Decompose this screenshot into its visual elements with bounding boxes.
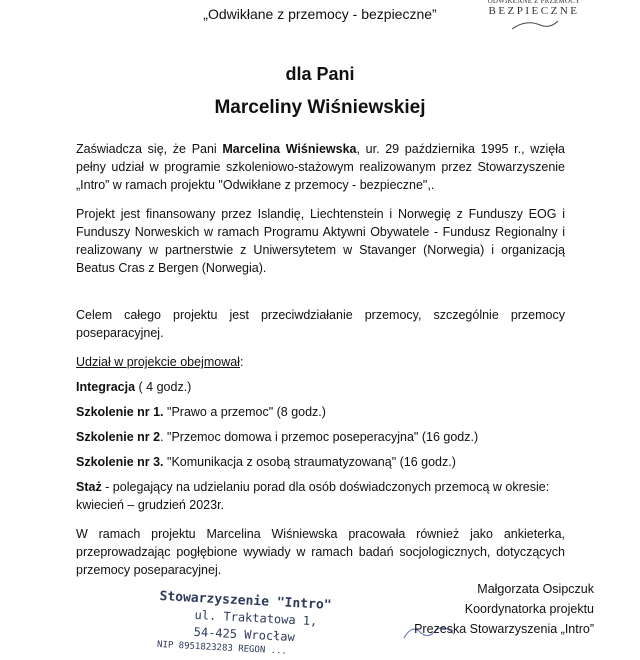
item-detail: ( 4 godz.)	[135, 380, 192, 394]
participation-heading-text: Udział w projekcie obejmował	[76, 355, 240, 369]
participation-heading	[76, 353, 565, 371]
recipient-line1: dla Pani	[285, 64, 355, 84]
item-label: Szkolenie nr 3.	[76, 455, 164, 469]
item-integration	[76, 378, 565, 396]
item-label: Szkolenie nr 2	[76, 430, 161, 444]
internship-label: Staż	[76, 480, 102, 494]
participation-colon: :	[239, 355, 244, 369]
signatory-name: Małgorzata Osipczuk	[477, 582, 594, 596]
organization-stamp	[157, 588, 340, 657]
project-logo	[484, 0, 584, 31]
stamp-line1: Stowarzyszenie "Intro"	[159, 588, 332, 613]
signature-block	[394, 579, 594, 639]
financing-paragraph: Projekt jest finansowany przez Islandię, Liechtenstein i Norwegię z Funduszy EOG i Funduszy Norweskich w ramach Programu Aktywni Obywatele - Fundusz Regionalny i realizowany w partnerstwie z Uniwersytetem w Stavanger (Norwegia) i organizacją Beatus Cras z Bergen (Norwegia).	[76, 207, 565, 275]
item-training-2	[76, 428, 565, 446]
item-label: Integracja	[76, 380, 136, 394]
stamp-line2: ul. Traktatowa 1,	[194, 607, 318, 629]
stamp-line4: NIP 8951823283 REGON ...	[156, 639, 288, 657]
logo-line1: ODWIKŁANE Z PRZEMOCY	[487, 0, 581, 5]
signatory-role: Koordynatorka projektu	[464, 602, 594, 616]
item-detail: "Komunikacja z osobą straumatyzowaną" (16 godz.)	[163, 455, 456, 469]
intro-text-2: , ur. 29 października 1995 r., wzięła pełny udział w programie szkoleniowo-stażowym realizowanym przez Stowarzyszenie „Intro” w ramach projektu "Odwikłane z przemocy - bezpieczne",.	[76, 142, 565, 192]
intro-paragraph	[76, 140, 565, 194]
header-title: „Odwikłane z przemocy - bezpieczne”	[203, 6, 437, 22]
item-training-1	[76, 403, 565, 421]
logo-swoosh-icon	[504, 17, 564, 31]
logo-line2: BEZPIECZNE	[488, 5, 580, 17]
internship-detail: - polegający na udzielaniu porad dla osób doświadczonych przemocą w okresie: kwiecień – grudzień 2023r.	[76, 480, 550, 512]
intro-text-1: Zaświadcza się, że Pani	[76, 142, 223, 156]
goal-paragraph: Celem całego projektu jest przeciwdziałanie przemocy, szczególnie przemocy poseparacyjnej.	[76, 308, 565, 340]
item-detail: "Prawo a przemoc" (8 godz.)	[163, 405, 326, 419]
recipient-name: Marceliny Wiśniewskiej	[214, 97, 426, 118]
certificate-body	[76, 140, 565, 579]
internship-paragraph	[76, 478, 565, 514]
signatory-title: Prezeska Stowarzyszenia „Intro”	[414, 622, 594, 636]
item-detail: . "Przemoc domowa i przemoc poseperacyjna" (16 godz.)	[160, 430, 479, 444]
item-label: Szkolenie nr 1.	[76, 405, 164, 419]
item-training-3	[76, 453, 565, 471]
stamp-line3: 54-425 Wrocław	[193, 624, 296, 645]
participant-name: Marcelina Wiśniewska	[222, 142, 357, 156]
survey-paragraph: W ramach projektu Marcelina Wiśniewska pracowała również jako ankieterka, przeprowadzając pogłębione wywiady w ramach badań socjologicznych, dotyczących przemocy poseparacyjnej.	[76, 527, 565, 577]
